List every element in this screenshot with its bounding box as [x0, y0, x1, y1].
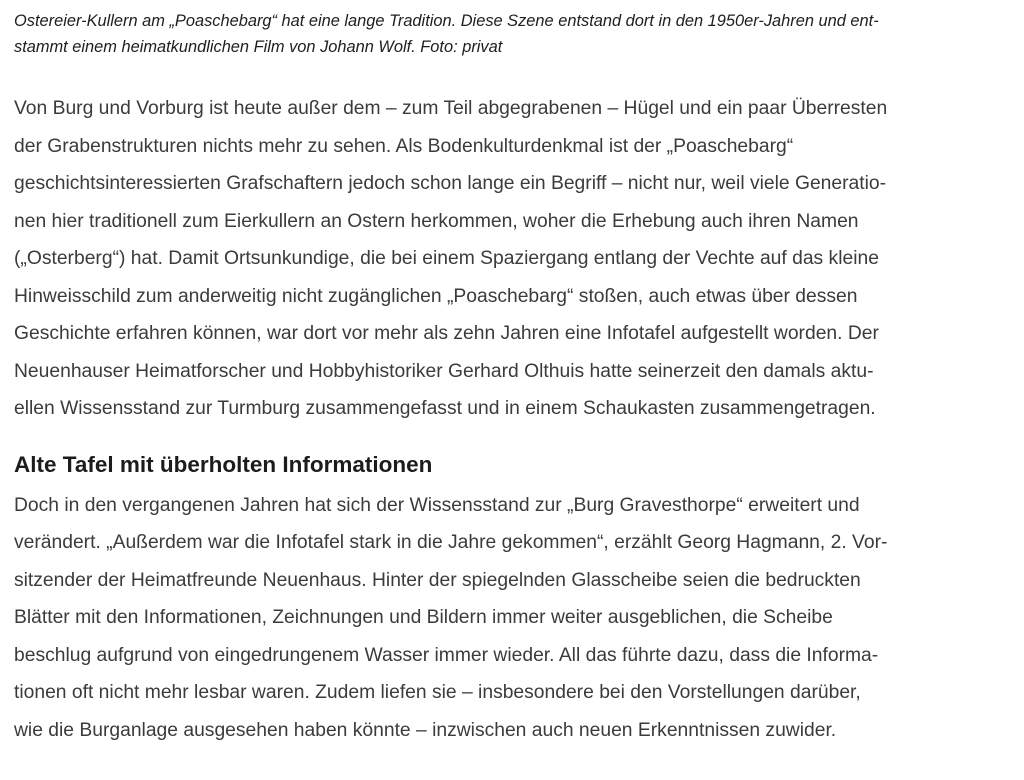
text-line: Doch in den vergangenen Jahren hat sich der Wissensstand zur „Burg Gravesthorpe“ erweitert und — [14, 494, 860, 516]
text-line: Neuenhauser Heimatforscher und Hobbyhistoriker Gerhard Olthuis hatte seinerzeit den damals aktu- — [14, 360, 874, 382]
text-line: ellen Wissensstand zur Turmburg zusammengefasst und in einem Schaukasten zusammengetragen. — [14, 398, 876, 419]
text-line: Blätter mit den Informationen, Zeichnungen und Bildern immer weiter ausgeblichen, die Scheibe — [14, 607, 833, 628]
photo-caption — [14, 8, 1004, 60]
text-line: tionen oft nicht mehr lesbar waren. Zudem liefen sie – insbesondere bei den Vorstellungen darüber, — [14, 682, 861, 703]
text-line: wie die Burganlage ausgesehen haben könnte – inzwischen auch neuen Erkenntnissen zuwider. — [14, 719, 837, 741]
text-line: Von Burg und Vorburg ist heute außer dem – zum Teil abgegrabenen – Hügel und ein paar Überresten — [14, 98, 888, 119]
text-line: („Osterberg“) hat. Damit Ortsunkundige, die bei einem Spaziergang entlang der Vechte auf das kleine — [14, 248, 879, 269]
text-line: verändert. „Außerdem war die Infotafel stark in die Jahre gekommen“, erzählt Georg Hagmann, 2. Vor- — [14, 532, 888, 553]
text-line: Hinweisschild zum anderweitig nicht zugänglichen „Poaschebarg“ stoßen, auch etwas über dessen — [14, 285, 858, 307]
text-line: geschichtsinteressierten Grafschaftern jedoch schon lange ein Begriff – nicht nur, weil viele Generatio- — [14, 173, 887, 194]
section-heading: Alte Tafel mit überholten Informationen — [14, 451, 433, 477]
paragraph-2 — [14, 487, 1004, 750]
text-line: Geschichte erfahren können, war dort vor mehr als zehn Jahren eine Infotafel aufgestellt worden. Der — [14, 323, 879, 344]
caption-line: Ostereier-Kullern am „Poaschebarg“ hat eine lange Tradition. Diese Szene entstand dort in den 1950er-Jahren und ent- — [14, 12, 879, 30]
text-line: sitzender der Heimatfreunde Neuenhaus. Hinter der spiegelnden Glasscheibe seien die bedruckten — [14, 569, 861, 591]
text-line: nen hier traditionell zum Eierkullern an Ostern herkommen, woher die Erhebung auch ihren Namen — [14, 210, 859, 232]
text-line: der Grabenstrukturen nichts mehr zu sehen. Als Bodenkulturdenkmal ist der „Poaschebarg“ — [14, 135, 794, 157]
article — [14, 0, 1004, 749]
caption-line: stammt einem heimatkundlichen Film von Johann Wolf. Foto: privat — [14, 38, 503, 56]
text-line: beschlug aufgrund von eingedrungenem Wasser immer wieder. All das führte dazu, dass die Informa- — [14, 644, 879, 666]
paragraph-1 — [14, 90, 1004, 428]
